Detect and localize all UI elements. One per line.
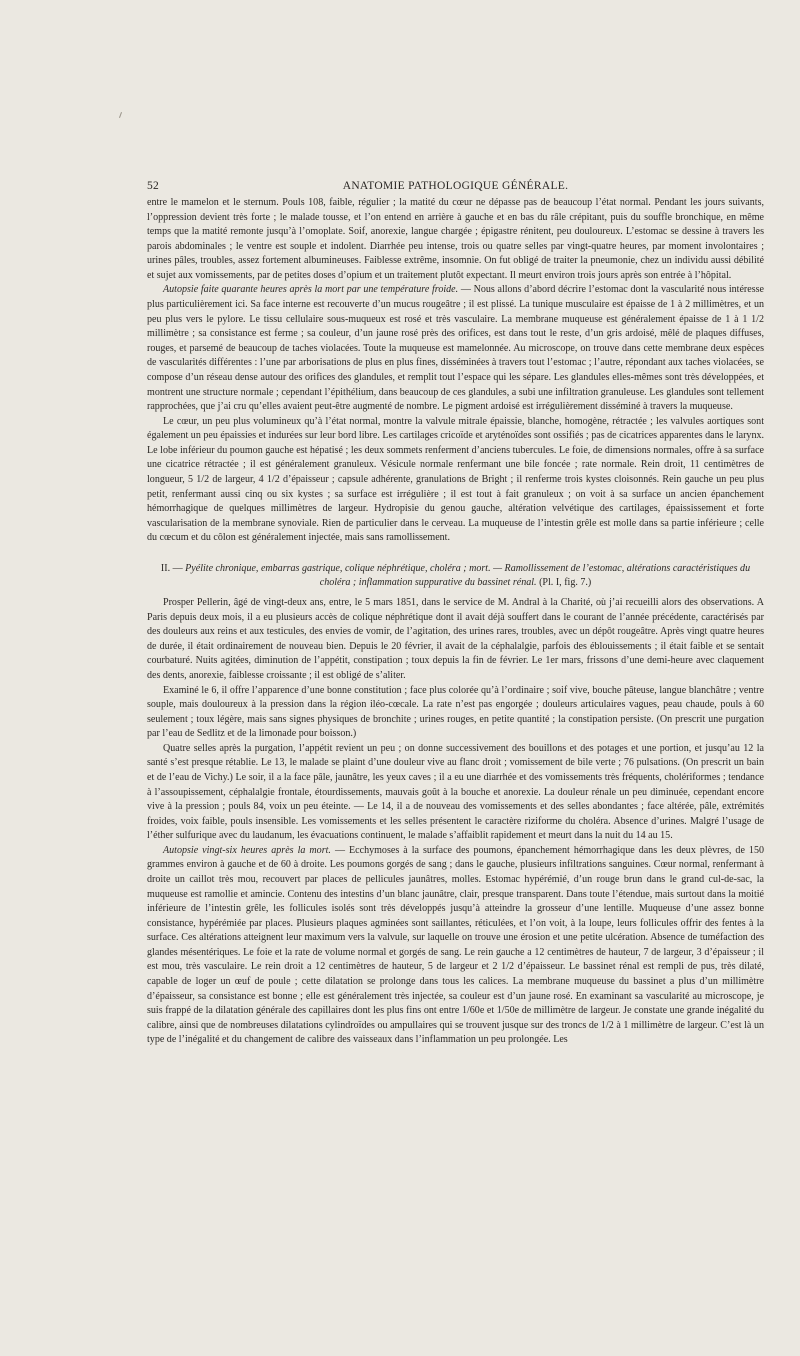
stray-mark bbox=[119, 112, 122, 118]
paragraph-autopsy-2 bbox=[147, 844, 764, 1048]
autopsy-heading-2: Autopsie vingt-six heures après la mort. bbox=[163, 844, 331, 856]
paragraph-autopsy-1 bbox=[147, 283, 764, 414]
paragraph-patient: Prosper Pellerin, âgé de vingt-deux ans, entre, le 5 mars 1851, dans le service de M. Andral à la Charité, où j’ai recueilli alors des observations. A Paris depuis deux mois, il a eu plusieurs accès de colique néphrétique dont il avait déjà souffert dans le courant de l’année précédente, caractérisés par des douleurs aux reins et aux testicules, des envies de vomir, de l’agitation, des urines rares, troubles, avec un dépôt rougeâtre. Après vingt quatre heures de durée, il était ordinairement de nouveau bien. Depuis le 20 février, il avait de la céphalalgie, parfois des éblouissements ; il était faible et se sentait courbaturé. Nuits agitées, diminution de l’appétit, constipation ; toux depuis la fin de février. Le 1er mars, frissons d’une demi-heure avec claquement des dents, anorexie, faiblesse croissante ; il est obligé de s’aliter. bbox=[147, 597, 764, 681]
section-gap bbox=[147, 546, 764, 562]
autopsy-text-2: — Ecchymoses à la surface des poumons, épanchement hémorrhagique dans les deux plèvres, de 150 grammes environ à gauche et de 60 à droite. Les poumons gorgés de sang ; dans le gauche, plusieurs infiltrations sanguines. Cœur normal, renfermant à droite un caillot très mou, recouvert par places de pellicules jaunâtres, molles. Estomac hypérémié, d’un rouge brun dans le grand cul-de-sac, la muqueuse est ramollie et amincie. Contenu des intestins d’un blanc jaunâtre, clair, presque transparent. Dans toute l’étendue, mais surtout dans la moitié inférieure de l’intestin grêle, les follicules isolés sont très développés jusqu’à atteindre la grosseur d’une lentille. Muqueuse d’une assez bonne consistance, hypérémiée par places. Plusieurs plaques agminées sont saillantes, réticulées, et l’on voit, à la loupe, leurs follicules offrir des fentes à la surface. Ces altérations atteignent leur maximum vers la valvule, sur laquelle on trouve une érosion et une petite ulcération. Absence de tuméfaction des glandes mésentériques. Le foie et la rate de volume normal et gorgés de sang. Le rein gauche a 12 centimètres de hauteur, 7 de largeur, 3 d’épaisseur ; il est mou, très vasculaire. Le rein droit a 12 centimètres de hauteur, 5 de largeur et 2 1/2 d’épaisseur. Le bassinet rénal est rempli de pus, très dilaté, capable de loger un œuf de poule ; cette dilatation se prolonge dans tous les calices. La membrane muqueuse du bassinet a plus d’un millimètre d’épaisseur, sa consistance est bonne ; elle est généralement très injectée, sa couleur est d’un jaune rosé. En examinant sa vascularité au microscope, je suis frappé de la dilatation générale des capillaires dont les plus fins ont entre 1/60e et 1/50e de millimètre de largeur. Je constate une grande inégalité du calibre, ainsi que de nombreuses dilatations cylindroïdes ou ampullaires qui se trouvent jusque sur des troncs de 1/2 à 1 millimètre de largeur. C’est là un type de l’inégalité et du changement de calibre des vaisseaux dans l’inflammation un peu prolongée. Les bbox=[147, 844, 764, 1046]
autopsy-heading: Autopsie faite quarante heures après la mort par une température froide. bbox=[163, 284, 459, 296]
paragraph-examination: Examiné le 6, il offre l’apparence d’une bonne constitution ; face plus colorée qu’à l’ordinaire ; soif vive, bouche pâteuse, langue blanchâtre ; ventre souple, mais douloureux à la pression dans la région iléo-cœcale. La rate n’est pas engorgée ; douleurs articulaires vagues, peau chaude, pouls à 60 seulement ; toux légère, mais sans signes physiques de bronchite ; urines rouges, en petite quantité ; la constipation persiste. (On prescrit une purgation par l’eau de Sedlitz et de la limonade pour boisson.) bbox=[147, 684, 764, 740]
autopsy-text: — Nous allons d’abord décrire l’estomac dont la vascularité nous intéresse plus particulièrement ici. Sa face interne est recouverte d’un mucus rougeâtre ; il est plissé. La tunique musculaire est épaisse de 1 à 2 millimètres, et un peu plus vers le pylore. Le tissu cellulaire sous-muqueux est rosé et très vasculaire. La membrane muqueuse est généralement épaisse de 1 à 1 1/2 millimètre ; sa consistance est ferme ; sa couleur, d’un jaune rosé près des orifices, est dans tout le reste, d’un gris ardoisé, mêlé de plaques diffuses, rouges, et parsemé de beaucoup de taches violacées. Toute la muqueuse est mamelonnée. Au microscope, on trouve dans cette membrane deux espèces de vascularités différentes : l’une par arborisations de plus en plus fines, disséminées à travers tout l’estomac ; l’autre, répondant aux taches violacées, se compose d’un réseau dense autour des orifices des glandules, et remplit tout l’espace qui les sépare. Les glandules elles-mêmes sont très développées, et montrent une structure normale ; cependant l’épithélium, dans beaucoup de ces glandules, a subi une infiltration granuleuse. Les glandules sont tellement rapprochées, que j’ai cru qu’elles avaient peut-être augmenté de nombre. Le pigment ardoisé est irrégulièrement disséminé à travers la muqueuse. bbox=[147, 284, 765, 413]
section-heading bbox=[147, 562, 764, 591]
body-text bbox=[147, 196, 764, 1048]
running-title: ANATOMIE PATHOLOGIQUE GÉNÉRALE. bbox=[342, 180, 569, 192]
paragraph-continuation: entre le mamelon et le sternum. Pouls 108, faible, régulier ; la matité du cœur ne dépasse pas de beaucoup l’état normal. Pendant les jours suivants, l’oppression devient très forte ; le malade tousse, et l’on entend en arrière à gauche et en bas du râle crépitant, puis du souffle bronchique, en même temps que la matité remonte jusqu’à l’omoplate. Soif, anorexie, langue chargée ; épigastre rénitent, peu douloureux. L’estomac se dessine à travers les parois abdominales ; le ventre est souple et indolent. Diarrhée peu intense, trois ou quatre selles par vingt-quatre heures, par moment involontaires ; urines pâles, troubles, assez fortement albumineuses. Faiblesse extrême, insomnie. On fut obligé de traiter la pneumonie, chez un individu aussi débilité et sujet aux vomissements, par de petites doses d’opium et un traitement plutôt expectant. Il meurt environ trois jours après son entrée à l’hôpital. bbox=[147, 197, 764, 281]
section-title: Pyélite chronique, embarras gastrique, colique néphrétique, choléra ; mort. — Ramollissement de l’estomac, altérations caractéristiques du choléra ; inflammation suppurative du bassinet rénal. bbox=[185, 562, 751, 589]
plate-reference: (Pl. I, fig. 7.) bbox=[536, 577, 592, 589]
page-header bbox=[147, 180, 764, 196]
paragraph-course: Quatre selles après la purgation, l’appétit revient un peu ; on donne successivement des bouillons et des potages et une portion, et jusqu’au 12 la santé s’est presque rétablie. Le 13, le malade se plaint d’une douleur vive au flanc droit ; vomissement de bile verte ; 76 pulsations. (On prescrit un bain et de l’eau de Vichy.) Le soir, il a la face pâle, jaunâtre, les yeux caves ; il a eu une diarrhée et des vomissements très fréquents, cholériformes ; tendance à l’assoupissement, céphalalgie frontale, étourdissements, mauvais goût à la bouche et anorexie. La douleur rénale un peu diminuée, cependant encore vive à la pression ; pouls 84, voix un peu éteinte. — Le 14, il a de nouveau des vomissements et des selles abondantes ; face altérée, pâle, extrémités froides, voix faible, pouls insensible. Les vomissements et les selles présentent le caractère riziforme du choléra. Absence d’urines. Malgré l’usage de l’éther sulfurique avec du laudanum, les évacuations continuent, le malade s’affaiblit rapidement et meurt dans la nuit du 14 au 15. bbox=[147, 742, 764, 842]
paragraph-heart: Le cœur, un peu plus volumineux qu’à l’état normal, montre la valvule mitrale épaissie, blanche, homogène, rétractée ; les valvules aortiques sont également un peu épaissies et indurées sur leur bord libre. Les cartilages cricoïde et aryténoïdes sont ossifiés ; pas de cicatrices apparentes dans le larynx. Le lobe inférieur du poumon gauche est hépatisé ; les deux sommets renferment d’anciens tubercules. Le foie, de dimensions normales, offre à sa surface une cicatrice rétractée ; il est généralement granuleux. Vésicule normale renfermant une bile foncée ; rate normale. Rein droit, 11 centimètres de longueur, 5 1/2 de largeur, 4 1/2 d’épaisseur ; capsule adhérente, granulations de Bright ; il renferme trois kystes cloisonnés. Rein gauche un peu plus petit, renfermant aussi cinq ou six kystes ; sa surface est irrégulière ; il est tout à fait granuleux ; on voit à sa surface un ancien épanchement hémorrhagique de quelques millimètres de largeur. Hydropisie du genou gauche, altération velvétique des cartilages, épaississement et forte vascularisation de la membrane synoviale. Rien de particulier dans le cerveau. La muqueuse de l’intestin grêle est molle dans sa partie inférieure ; celle du cœcum et du côlon est généralement injectée, mais sans ramollissement. bbox=[147, 415, 764, 544]
page-number: 52 bbox=[147, 180, 160, 192]
section-number: II. — bbox=[160, 562, 186, 574]
